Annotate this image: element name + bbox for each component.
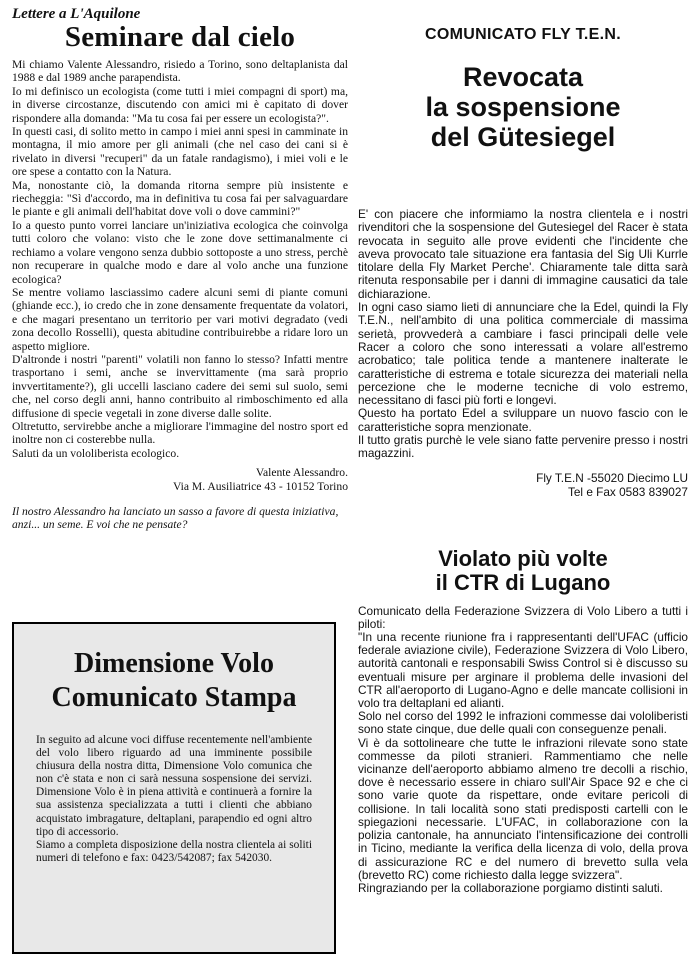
title-line: del Gütesiegel	[430, 122, 616, 152]
paragraph: Vi è da sottolineare che tutte le infrazioni rilevate sono state commesse da piloti stranieri. Rammentiamo che nelle vicinanze dell'aeroporto abbiamo almeno tre decolli a rischio, dove è necessario essere in chiaro sull'Air Space 92 e che ci sono varie quote da rispettare, onde evitare pericoli di collisione. In tali località sono stati predisposti cartelli con le spiegazioni necessarie. L'UFAC, in collaborazione con la polizia cantonale, ha annunciato l'intensificazione dei controlli in Ticino, mediante la verifica della licenza di volo, della prova di assicurazione RC e del numero di brevetto sulla vela (brevetto RC) come richiesto dalla legge svizzera".	[358, 735, 688, 882]
paragraph: Siamo a completa disposizione della nostra clientela ai soliti numeri di telefono e fax: 0423/542087; fax 542030.	[36, 838, 312, 864]
paragraph: "In una recente riunione fra i rappresentanti dell'UFAC (ufficio federale aviazione civile), Federazione Svizzera di Volo Libero, autorità cantonali e responsabili Swiss Control si è discusso su eventuali misure per arginare il problema delle invasioni del CTR all'aeroporto di Lugano-Agno e delle mancate collisioni in volo tra deltaplani ed alianti.	[358, 630, 688, 711]
communique-article	[358, 26, 688, 895]
paragraph: Il tutto gratis purchè le vele siano fatte pervenire presso i nostri magazzini.	[358, 433, 688, 461]
contact-info	[358, 471, 688, 499]
paragraph: Saluti da un vololiberista ecologico.	[12, 446, 180, 460]
box-title-line2: Comunicato Stampa	[51, 682, 297, 713]
signature-address: Via M. Ausiliatrice 43 - 10152 Torino	[172, 479, 348, 493]
article-body	[12, 58, 348, 460]
title-line: Violato più volte	[438, 545, 608, 571]
paragraph: Comunicato della Federazione Svizzera di Volo Libero a tutti i piloti:	[358, 603, 688, 631]
editor-note: Il nostro Alessandro ha lanciato un sasso a favore di questa iniziativa, anzi... un seme. E voi che ne pensate?	[12, 505, 339, 532]
paragraph: In ogni caso siamo lieti di annunciare che la Edel, quindi la Fly T.E.N., nell'ambito di una politica commerciale di massima serietà, provvederà a cambiare i fasci principali delle vele Racer a coloro che sono interessati a volare all'estremo acrobatico; tale politica tende a mantenere inalterate le caratteristiche di estrema e totale sicurezza dei materiali nella percezione che le moderne tecniche di volo estremo, necessitano di fasci più forti e longevi.	[358, 300, 688, 408]
contact-phone: Tel e Fax 0583 839027	[567, 484, 688, 499]
paragraph: Io mi definisco un ecologista (come tutti i miei compagni di sport) ma, in diverse circostanze, discutendo con amici mi è capitato di dover rispondere alla domanda: "Ma tu cosa fai per essere un ecologista?".	[12, 84, 348, 125]
paragraph: Solo nel corso del 1992 le infrazioni commesse dai vololiberisti sono state cinque, due delle quali con conseguenze penali.	[358, 709, 688, 737]
box-body	[36, 734, 312, 865]
title-line: la sospensione	[425, 92, 621, 122]
article-body	[358, 208, 688, 461]
section-kicker: Lettere a L'Aquilone	[12, 6, 141, 22]
paragraph: Mi chiamo Valente Alessandro, risiedo a Torino, sono deltaplanista dal 1988 e dal 1989 anche parapendista.	[12, 58, 348, 85]
article-title	[358, 62, 688, 152]
paragraph: In seguito ad alcune voci diffuse recentemente nell'ambiente del volo libero riguardo ad una imminente possibile chiusura della nostra ditta, Dimensione Volo comunica che non c'è stata e non ci sarà nessuna sospensione dei servizi. Dimensione Volo è in piena attività e continuerà a fornire la sua assistenza specializzata a tutti i clienti che abbiano acquistato imbragature, deltaplani, parapendio ed ogni altro tipo di accessorio.	[36, 734, 312, 838]
paragraph: Ma, nonostante ciò, la domanda ritorna sempre più insistente e riecheggia: "Sì d'accordo, ma in definitiva tu cosa fai per salvaguardare le piante e gli animali dell'habitat dove voli o dove cammini?"	[12, 178, 348, 219]
letter-article	[12, 6, 348, 532]
paragraph: Se mentre voliamo lasciassimo cadere alcuni semi di piante comuni (ghiande ecc.), io credo che in zone densamente frequentate da volatori, e che magari presentano un territorio per vari motivi degradato (vedi zona decollo Rosselli), questa abitudine contribuirebbe a ridare loro un aspetto migliore.	[12, 285, 348, 353]
section-kicker: COMUNICATO FLY T.E.N.	[425, 26, 621, 43]
box-title-line1: Dimensione Volo	[74, 648, 274, 679]
signature-name: Valente Alessandro.	[255, 466, 348, 480]
paragraph: Questo ha portato Edel a sviluppare un nuovo fascio con le caratteristiche sopra menzionate.	[358, 406, 688, 434]
paragraph: D'altronde i nostri "parenti" volatili non fanno lo stesso? Infatti mentre trasportano i semi, anche se invervittamente (ma sarà proprio invvertitamente?), gli uccelli lasciano cadere dei semi sul suolo, semi che, nel corso degli anni, hanno contribuito al rimboschimento ed alla diffusione di specie vegetali in zone diverse dalle solite.	[12, 352, 348, 420]
contact-address: Fly T.E.N -55020 Diecimo LU	[536, 470, 688, 485]
article-title-2	[358, 547, 688, 595]
article-body-2	[358, 605, 688, 895]
paragraph: E' con piacere che informiamo la nostra clientela e i nostri rivenditori che la sospensione del Gutesiegel del Racer è stata revocata in seguito alle prove evidenti che l'incidente che aveva provocato tale situazione era fantasia del Sig Uli Kurrle titolare della Fly Market Perche'. Chiaramente tale ditta sarà ritenuta responsabile per i danni di immagine causatici da tale dichiarazione.	[358, 207, 688, 301]
paragraph: Ringraziando per la collaborazione porgiamo distinti saluti.	[358, 880, 663, 895]
title-line: il CTR di Lugano	[435, 569, 611, 595]
paragraph: Io a questo punto vorrei lanciare un'iniziativa ecologica che coinvolga tutti coloro che volano: visto che le zone dove settimanalmente ci rechiamo a volare vengono senza dubbio sottoposte a uno stress, perchè non recuperare in qualche modo e dare al volo anche una funzione ecologica?	[12, 218, 348, 286]
title-line: Revocata	[462, 62, 584, 92]
article-title: Seminare dal cielo	[64, 21, 296, 53]
paragraph: In questi casi, di solito metto in campo i miei anni spesi in camminate in montagna, il mio amore per gli animali (che nel caso dei cani si è rivelato in diversi "recuperi" da un fatale randagismo), i miei voli e le ore spese a contatto con la Natura.	[12, 125, 348, 179]
press-release-box	[12, 622, 336, 954]
paragraph: Oltretutto, servirebbe anche a migliorare l'immagine del nostro sport ed inoltre non ci costerebbe nulla.	[12, 419, 348, 447]
